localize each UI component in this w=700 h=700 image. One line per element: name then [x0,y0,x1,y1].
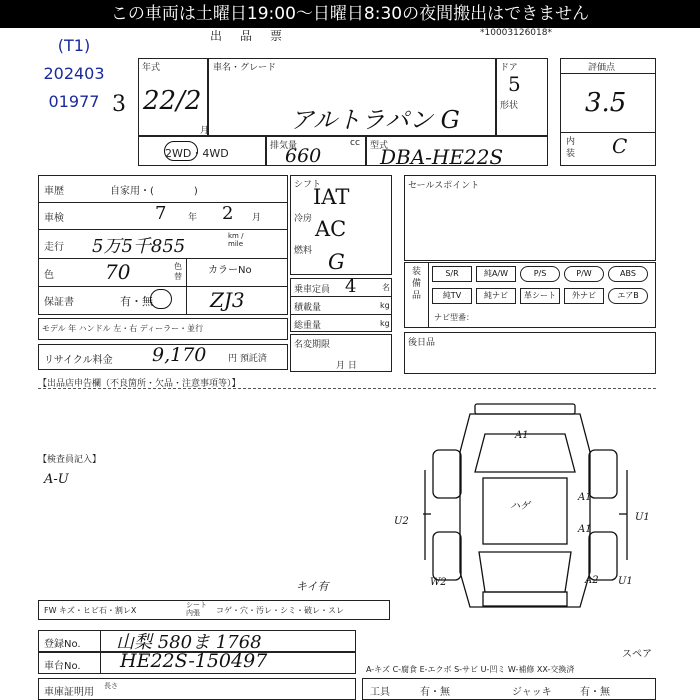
vehicle-diagram [395,392,665,642]
mark-u2-left: U2 [394,516,409,527]
gross-label: 総重量 [294,321,322,331]
notes-divider [38,388,656,389]
rear-bumper [483,592,567,606]
equip-nav: 純ナビ [476,288,516,304]
mark-u1-rear: U1 [618,576,633,587]
inspection-year: 7 [155,203,167,224]
displacement-label: 排気量 [270,141,298,151]
rule [290,314,392,315]
defects-text: FW キズ・ヒビ石・割レX [44,606,137,615]
equip-sr: S/R [432,266,472,282]
sales-point-label: セールスポイント [408,181,480,191]
ac-label: 冷房 [294,214,313,224]
mark-w2-left: W2 [430,577,447,588]
mileage-unit: km / mile [228,232,244,248]
displacement-unit: cc [350,138,360,148]
model-label: 型式 [370,141,389,151]
fuel-label: 燃料 [294,246,313,256]
chassis-label: 車台No. [44,661,81,672]
doors-label: ドア [500,63,518,73]
night-delivery-banner: この車両は土曜日19:00～日曜日8:30の夜間搬出はできません [0,0,700,28]
mark-a1-hood: A1 [515,430,529,441]
inspection-label: 車検 [44,213,64,224]
color-value: 70 [105,260,131,284]
mark-u1-front: U1 [635,512,650,523]
2wd-circle [164,141,198,161]
owner-note-box [404,332,656,374]
warranty-label: 保証書 [44,297,74,308]
interior-value: C [612,134,628,158]
mark-hage-roof: ハゲ [510,501,530,512]
equip-ext-nav: 外ナビ [564,288,604,304]
shift-label: シフト [294,180,322,190]
rule [38,286,288,287]
length-label: 長さ [104,682,118,690]
ac-value: AC [315,217,347,241]
year-value: 22/2 [143,86,202,116]
color-change-label: 色替 [174,262,182,281]
capacity-label: 乗車定員 [294,285,331,295]
seller-notes-label: 【出品店申告欄（不良箇所・欠品・注意事項等）】 [38,379,241,389]
shift-value: IAT [313,185,350,209]
model-value: DBA-HE22S [380,145,504,169]
mark-a2-rear: A2 [585,575,599,586]
rule [290,296,392,297]
warranty-value: 有・無 [120,295,153,308]
capacity-unit: 名 [382,283,390,292]
month-suffix: 月 [200,126,210,136]
name-change-label: 名変期限 [294,340,331,350]
barcode-serial: *10003126018* [480,28,552,38]
equip-tv: 純TV [432,288,472,304]
displacement-value: 660 [285,145,322,167]
inspection-month: 2 [222,203,234,224]
inspector-label: 【検査員記入】 [38,455,102,465]
equip-leather: 革シート [520,288,560,304]
interior-label: 内装 [566,137,576,159]
colorno-value: ZJ3 [210,288,245,312]
score-value: 3.5 [585,88,627,118]
wheel-rr [589,532,617,580]
cert-label: 車庫証明用 [44,687,94,698]
spare-label: スペア [622,649,652,660]
color-label: 色 [44,270,54,281]
rule [428,262,429,328]
tools-row [362,678,656,700]
rule [186,258,187,315]
capacity-value: 4 [345,276,357,297]
equip-ps: P/S [520,266,560,282]
load-unit: kg [380,301,390,310]
wheel-fl [433,450,461,498]
recycle-value: 9,170 [152,344,207,366]
history-label: 車歴 [44,186,64,197]
tools-value: 有・無 [420,687,450,698]
seat-label: シート 内張 [186,601,207,617]
mark-a1-door: A1 [578,524,592,535]
lot-code: (T1) [57,36,91,55]
recycle-unit: 円 預託済 [228,354,267,364]
car-name: アルトラパン G [290,106,460,134]
jack-label: ジャッキ [512,687,552,698]
year-label: 年式 [142,63,161,73]
lot-date: 202403 [43,64,105,83]
equip-airbag: エアB [608,288,648,304]
mileage-value: 5万5千855 [92,236,186,257]
lot-trailing: 3 [112,92,126,117]
lot-number: 01977 [48,92,100,111]
model-row-text: モデル 年 ハンドル 左・右 ディーラー・並行 [42,324,204,333]
mark-a1-side: A1 [578,492,592,503]
gross-unit: kg [380,319,390,328]
equip-abs: ABS [608,266,648,282]
colorno-label: カラーNo [208,265,252,276]
jack-value: 有・無 [580,687,610,698]
wheel-rl [433,532,461,580]
drive-value: 2WD・4WD [165,147,229,160]
registration-value: 山梨 580ま 1768 [116,632,262,653]
registration-label: 登録No. [44,639,81,650]
sheet-title: 出品票 [210,29,301,43]
rear-window [479,552,571,592]
score-divider [560,132,656,133]
recycle-label: リサイクル料金 [44,355,113,366]
no-circle [150,289,172,309]
key-note: キイ有 [296,580,329,593]
chassis-value: HE22S-150497 [120,650,268,672]
equip-aw: 純A/W [476,266,516,282]
shape-label: 形状 [500,101,519,111]
inspection-year-unit: 年 [188,213,198,223]
rule [38,258,288,259]
doors-value: 5 [508,72,521,96]
wheel-fr [589,450,617,498]
score-label: 評価点 [588,63,616,73]
mileage-label: 走行 [44,242,64,253]
inspector-note: A-U [44,472,69,487]
name-label: 車名・グレード [213,63,277,73]
defect-legend: A-キズ C-腐食 E-エクボ S-サビ U-凹ミ W-補修 XX-交換済 [366,665,575,674]
lot-stamp [36,32,112,116]
equip-pw: P/W [564,266,604,282]
fuel-value: G [328,250,345,274]
seat-text: コゲ・穴・汚レ・シミ・破レ・スレ [216,606,344,615]
rule [38,229,288,230]
owner-note-label: 後日品 [408,338,436,348]
inspection-month-unit: 月 [252,213,262,223]
load-label: 積載量 [294,303,322,313]
nav-model-label: ナビ型番： [434,313,474,322]
front-bumper [475,404,575,414]
equipment-label: 装備品 [412,267,422,301]
tools-label: 工具 [370,687,390,698]
history-value: 自家用・( ) [110,186,198,197]
name-change-unit: 月 日 [336,361,357,371]
